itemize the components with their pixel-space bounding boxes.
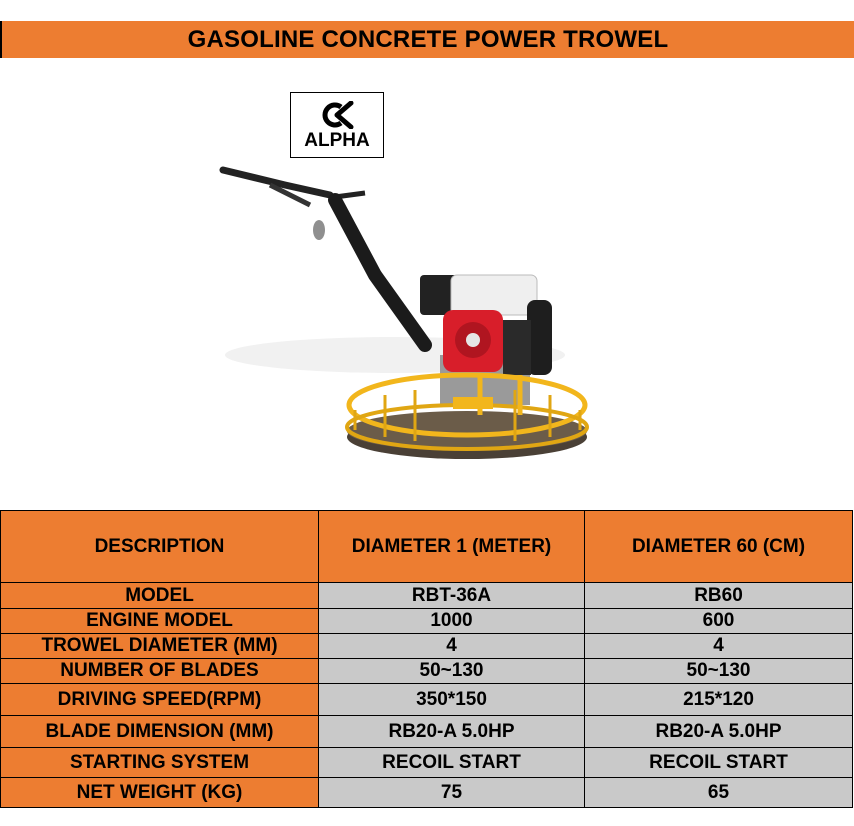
table-row bbox=[1, 684, 853, 716]
spec-table bbox=[0, 510, 853, 808]
cell-value: RB60 bbox=[585, 583, 853, 609]
header-diameter-60cm: DIAMETER 60 (CM) bbox=[585, 511, 853, 583]
table-row bbox=[1, 716, 853, 748]
cell-value: 75 bbox=[319, 778, 585, 808]
alpha-logo bbox=[290, 92, 384, 158]
row-label: BLADE DIMENSION (MM) bbox=[1, 716, 319, 748]
cell-value: 350*150 bbox=[319, 684, 585, 716]
row-label: DRIVING SPEED(RPM) bbox=[1, 684, 319, 716]
header-diameter-1m: DIAMETER 1 (METER) bbox=[319, 511, 585, 583]
table-row bbox=[1, 583, 853, 609]
table-row bbox=[1, 748, 853, 778]
cell-value: 50~130 bbox=[585, 659, 853, 684]
row-label: ENGINE MODEL bbox=[1, 609, 319, 634]
cell-value: RECOIL START bbox=[319, 748, 585, 778]
cell-value: 50~130 bbox=[319, 659, 585, 684]
cell-value: 65 bbox=[585, 778, 853, 808]
cell-value: RBT-36A bbox=[319, 583, 585, 609]
row-label: MODEL bbox=[1, 583, 319, 609]
table-row bbox=[1, 634, 853, 659]
cell-value: RB20-A 5.0HP bbox=[319, 716, 585, 748]
cell-value: 215*120 bbox=[585, 684, 853, 716]
table-row bbox=[1, 778, 853, 808]
cell-value: RB20-A 5.0HP bbox=[585, 716, 853, 748]
power-trowel-image bbox=[215, 85, 635, 485]
row-label: STARTING SYSTEM bbox=[1, 748, 319, 778]
alpha-symbol-icon bbox=[317, 101, 357, 129]
row-label: NUMBER OF BLADES bbox=[1, 659, 319, 684]
cell-value: RECOIL START bbox=[585, 748, 853, 778]
table-row bbox=[1, 609, 853, 634]
cell-value: 600 bbox=[585, 609, 853, 634]
header-description: DESCRIPTION bbox=[1, 511, 319, 583]
cell-value: 1000 bbox=[319, 609, 585, 634]
logo-text: ALPHA bbox=[304, 129, 370, 151]
table-header-row bbox=[1, 511, 853, 583]
page-title: GASOLINE CONCRETE POWER TROWEL bbox=[0, 21, 854, 58]
cell-value: 4 bbox=[585, 634, 853, 659]
row-label: TROWEL DIAMETER (MM) bbox=[1, 634, 319, 659]
row-label: NET WEIGHT (KG) bbox=[1, 778, 319, 808]
cell-value: 4 bbox=[319, 634, 585, 659]
table-row bbox=[1, 659, 853, 684]
